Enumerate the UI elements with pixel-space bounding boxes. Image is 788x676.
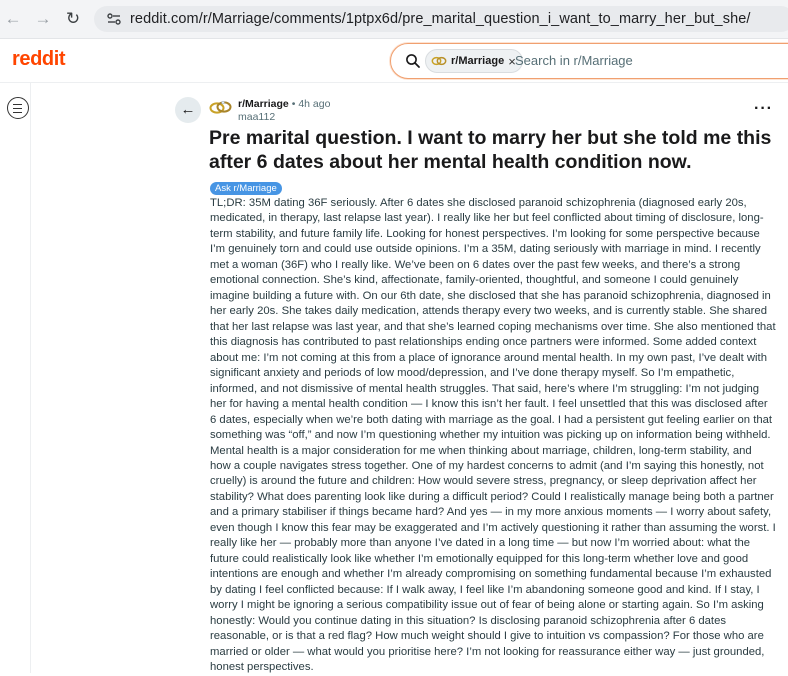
post-body-line: reasonable, or is that a red flag? How much weight should I give to intuition vs compassion? For those who are [210,630,764,643]
post-body-line: worry I might be ignoring a serious compatibility issue out of fear of being alone or starting again. So I’m asking [210,599,764,612]
post-body-line: TL;DR: 35M dating 36F seriously. After 6 dates she disclosed paranoid schizophrenia (diagnosed early 20s, [210,197,747,209]
subreddit-link[interactable]: r/Marriage [238,98,289,110]
post-flair[interactable]: Ask r/Marriage [210,182,282,195]
post-body-line: honest perspectives. [210,661,314,674]
post-body-line: intentions are enough and whether I’m already compromising on something fundamental because I’m exhausted [210,568,772,581]
post-body-line: by dating I feel conflicted because: If I walk away, I feel like I’m abandoning someone good and kind. If I stay, I [210,583,760,596]
reddit-header [0,39,788,83]
browser-toolbar [0,0,788,39]
post-body-line: 6 dates, especially when we’re both dating with marriage as the goal. I had a persistent gut feeling earlier on that [210,413,773,426]
subreddit-meta [238,98,330,110]
forward-arrow-icon[interactable]: → [34,9,52,28]
post-time: 4h ago [298,98,331,110]
post-body-line: how a couple navigates stress together. One of my hardest concerns to admit (and I’m saying this honestly, not [210,459,764,472]
post-author[interactable]: maa112 [238,111,276,123]
reddit-logo[interactable]: reddit [12,48,66,70]
post-body-line: I’m genuinely torn and could use outside opinions. I’m a 35M, dating seriously with marriage in mind. I recently [210,243,761,256]
meta-separator: • [291,98,296,110]
post-body-line: honestly: Would you continue dating in this situation? Is disclosing paranoid schizophrenia after 6 dates [210,614,726,627]
post-body-line: emotional connection. She’s kind, affectionate, family-oriented, thoughtful, and someone I could genuinely [210,274,739,287]
post-body [210,196,778,676]
close-icon[interactable]: × [508,53,516,69]
post-body-line: future could realistically look like whether I’m emotionally equipped for this long-term whether love and good [210,552,749,565]
site-settings-icon[interactable] [106,11,122,27]
post-body-line: really like her — probably more than anyone I’ve dated in a long time — but now I’m worried about: what the [210,537,751,550]
search-input[interactable]: Search in r/Marriage [515,53,633,68]
url-text[interactable]: reddit.com/r/Marriage/comments/1ptpx6d/pre_marital_question_i_want_to_marry_her_but_she/ [130,11,751,27]
post-title: Pre marital question. I want to marry her but she told me this after 6 dates about her mental health condition now. [209,127,772,173]
post-body-line: and a primary stabiliser if things became hard? And yes — in my more anxious moments — I worry about safety, [210,506,772,519]
post-body-line: even though I know this fear may be exaggerated and I’m actively questioning it rather than assuming the worst. I [210,521,776,534]
reload-icon[interactable]: ↻ [65,9,81,28]
post-body-line: something was “off,” and now I’m questioning whether my intuition was picking up on information being withheld. [210,429,771,442]
subreddit-rings-icon [431,56,447,66]
post-body-line: met a woman (36F) who I really like. We’ve been on 6 dates over the past few weeks, and there’s a strong [210,258,741,271]
post-body-line: Mental health is a major consideration for me when thinking about marriage, children, long-term stability, and [210,444,752,457]
post-back-button[interactable]: ← [175,97,201,123]
menu-icon[interactable] [7,97,29,119]
post-body-line: informed, and not dismissive of mental health struggles. That said, here’s where I’m struggling: I’m not judging [210,382,760,395]
post-body-line: cruelly) is around the future and children: How would severe stress, pregnancy, or sleep deprivation affect her [210,475,757,488]
address-bar[interactable] [94,6,788,32]
search-icon [405,53,421,69]
post-body-line: significant anxiety and periods of low mood/depression, and I’ve done therapy myself. So I’m empathetic, [210,367,735,380]
post-body-line: about me: I’m not coming at this from a place of ignorance around mental health. In my own past, I’ve dealt with [210,351,767,364]
subreddit-filter-chip[interactable] [425,49,523,73]
post-body-line: her for having a mental health condition — I know this isn’t her fault. I feel unsettled that this was disclosed after [210,398,768,411]
post-body-line: her early 20s. She takes daily medication, attends therapy every two weeks, and is currently stable. She shared [210,305,767,318]
more-options-icon[interactable]: ··· [754,100,773,117]
back-arrow-icon[interactable]: ← [4,9,22,28]
post-body-line: stability? What does parenting look like during a difficult period? Could I realistically manage being both a partner [210,490,774,503]
post-body-line: married or older — what would you prioritise here? I’m not looking for reassurance either way — just grounded, [210,645,765,658]
post-body-line: medicated, in therapy, last relapse last year). I really like her but feel conflicted about timing of disclosure, long- [210,212,764,225]
post-body-line: term stability, and future family life. Looking for honest perspectives. I’m looking for some perspective because [210,227,760,240]
subreddit-rings-icon[interactable] [209,99,233,115]
post-body-line: this diagnosis has contributed to past relationships ending once partners were informed. Some added context [210,336,757,349]
post-body-line: that her last relapse was last year, and that she’s learned coping mechanisms over time. She also mentioned that [210,320,776,333]
left-rail [0,83,31,673]
post-body-line: imagine building a future with. On our 6th date, she disclosed that she has paranoid schizophrenia, diagnosed in [210,289,771,302]
chip-label: r/Marriage [451,55,505,67]
search-bar[interactable] [390,43,788,79]
